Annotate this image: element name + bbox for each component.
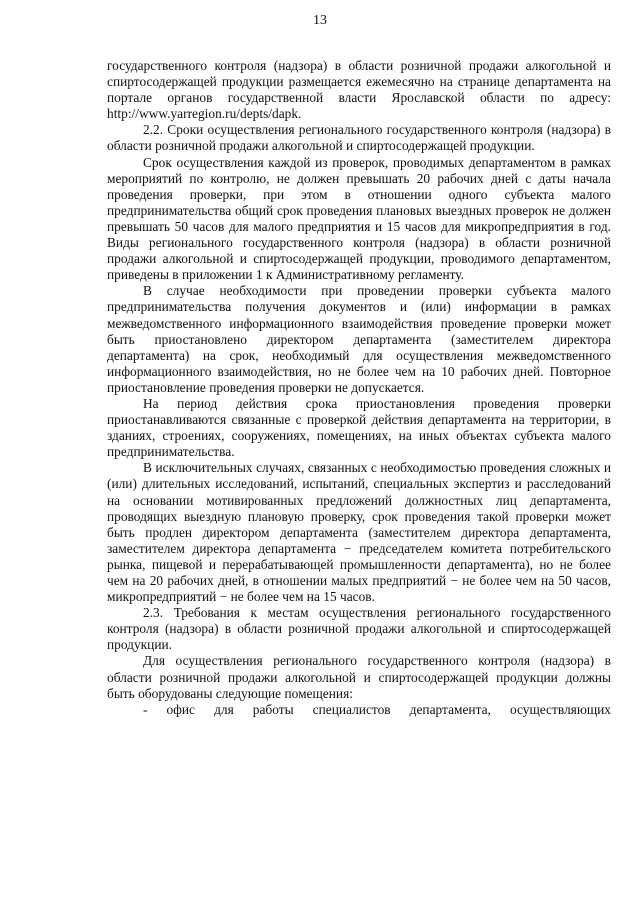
section-heading: 2.3. Требования к местам осуществления регионального государственного контроля (надзора) в области розничной продажи алкогольной и спиртосодержащей продукции.: [107, 605, 611, 653]
paragraph: Срок осуществления каждой из проверок, проводимых департаментом в рамках мероприятий по контролю, не должен превышать 20 рабочих дней с даты начала проведения проверки, при этом в отношении одного субъекта малого предпринимательства общий срок проведения плановых выездных проверок не должен превышать 50 часов для малого предприятия и 15 часов для микропредприятия в год. Виды регионального государственного контроля (надзора) в области розничной продажи алкогольной и спиртосодержащей продукции, проводимого департаментом, приведены в приложении 1 к Административному регламенту.: [107, 154, 611, 283]
paragraph: государственного контроля (надзора) в области розничной продажи алкогольной и спиртосодержащей продукции размещается ежемесячно на странице департамента на портале органов государственной власти Ярославской области по адресу: http://www.yarregion.ru/depts/dapk.: [107, 58, 611, 122]
paragraph: На период действия срока приостановления проведения проверки приостанавливаются связанные с проверкой действия департамента на территории, в зданиях, строениях, сооружениях, помещениях, на иных объектах субъекта малого предпринимательства.: [107, 395, 611, 460]
page-number: 13: [313, 13, 327, 28]
paragraph: Для осуществления регионального государственного контроля (надзора) в области розничной продажи алкогольной и спиртосодержащей продукции должны быть оборудованы следующие помещения:: [107, 653, 611, 701]
paragraph: В случае необходимости при проведении проверки субъекта малого предпринимательства получения документов и (или) информации в рамках межведомственного информационного взаимодействия проведение проверки может быть приостановлено директором департамента (заместителем директора департамента) на срок, необходимый для осуществления межведомственного информационного взаимодействия, но не более чем на 10 рабочих дней. Повторное приостановление проведения проверки не допускается.: [107, 283, 611, 395]
section-heading: 2.2. Сроки осуществления регионального государственного контроля (надзора) в области розничной продажи алкогольной и спиртосодержащей продукции.: [107, 122, 611, 154]
paragraph: В исключительных случаях, связанных с необходимостью проведения сложных и (или) длительных исследований, испытаний, специальных экспертиз и расследований на основании мотивированных предложений должностных лиц департамента, проводящих выездную плановую проверку, срок проведения такой проверки может быть продлен директором департамента (заместителем директора департамента, заместителем директора департамента − председателем комитета потребительского рынка, пищевой и перерабатывающей промышленности департамента), но не более чем на 20 рабочих дней, в отношении малых предприятий − не более чем на 50 часов, микропредприятий − не более чем на 15 часов.: [107, 460, 611, 605]
body-text: [107, 58, 611, 718]
list-item: - офис для работы специалистов департамента, осуществляющих: [143, 701, 611, 717]
